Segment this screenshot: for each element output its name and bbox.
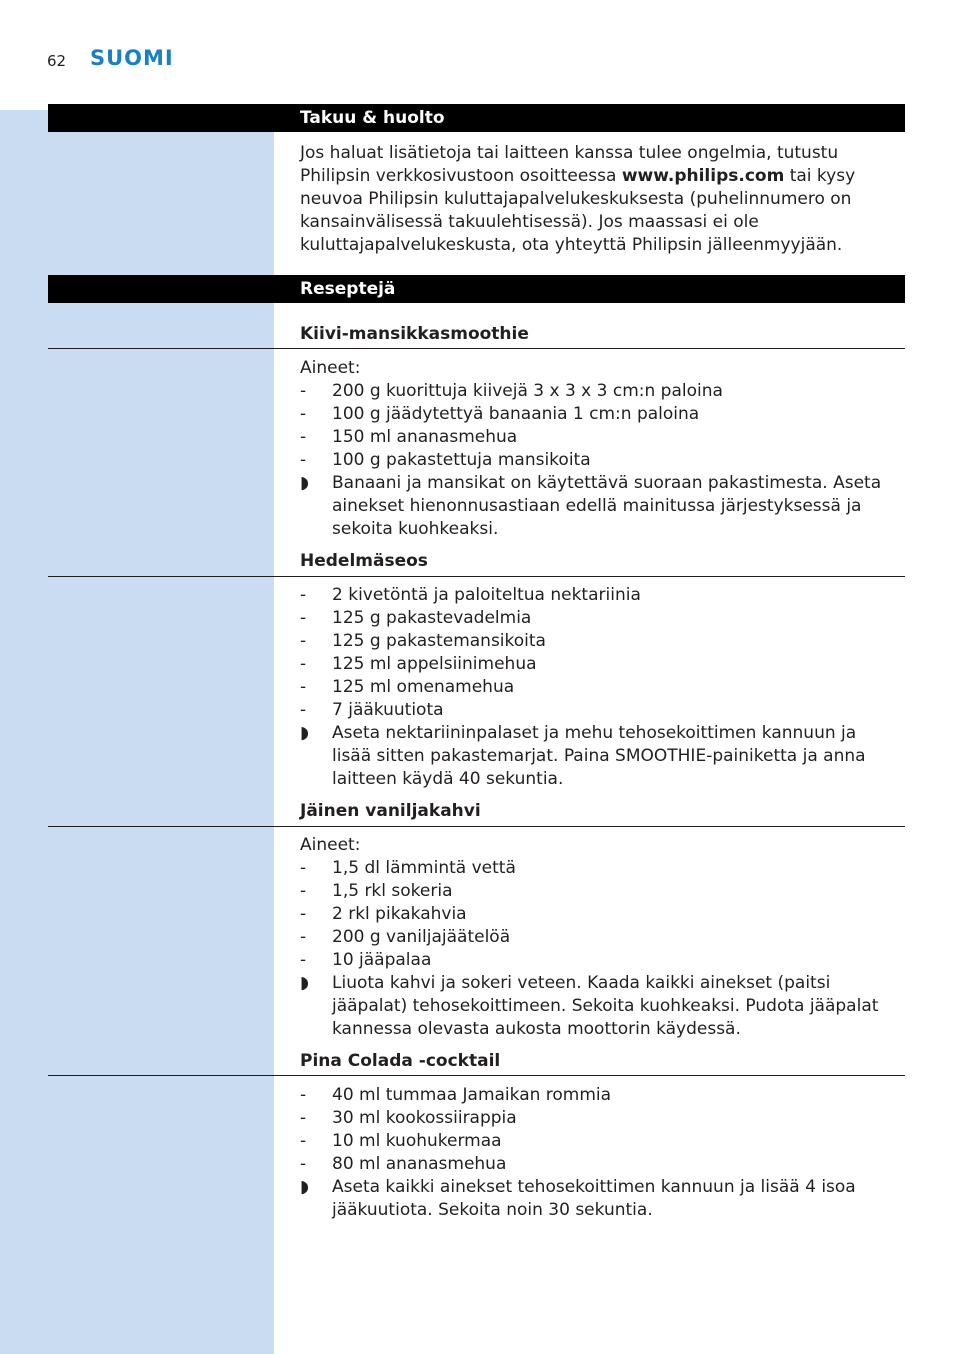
- dash-marker: -: [300, 858, 307, 878]
- recipe-title: Pina Colada -cocktail: [300, 1051, 501, 1071]
- ingredient-item: - 30 ml kookossiirappia: [300, 1108, 517, 1128]
- ingredient-item: - 1,5 dl lämmintä vettä: [300, 858, 516, 878]
- divider: [48, 1075, 905, 1076]
- ingredient-item: - 10 jääpalaa: [300, 950, 432, 970]
- ingredient-item: - 125 g pakastevadelmia: [300, 608, 532, 628]
- dash-marker: -: [300, 450, 307, 470]
- step-item: ◗ Aseta kaikki ainekset tehosekoittimen kannuun ja lisää 4 isoa jääkuutiota. Sekoita noin 30 sekuntia.: [300, 1177, 856, 1220]
- dash-marker: -: [300, 1108, 307, 1128]
- recipe-body: [300, 1084, 900, 1222]
- divider: [48, 826, 905, 827]
- dash-marker: -: [300, 950, 307, 970]
- ingredient-item: - 7 jääkuutiota: [300, 700, 444, 720]
- dash-marker: -: [300, 1131, 307, 1151]
- ingredient-item: - 40 ml tummaa Jamaikan rommia: [300, 1085, 612, 1105]
- dash-marker: -: [300, 1085, 307, 1105]
- ingredient-item: - 10 ml kuohukermaa: [300, 1131, 502, 1151]
- section-bar-recipes: [48, 275, 905, 303]
- ingredient-item: - 80 ml ananasmehua: [300, 1154, 507, 1174]
- ingredient-item: - 125 g pakastemansikoita: [300, 631, 546, 651]
- warranty-text-after: tai kysy neuvoa Philipsin kuluttajapalvelukeskuksesta (puhelinnumero on kansainvälisessä takuulehtisessä). Jos maassasi ei ole kuluttajapalvelukeskusta, ota yhteyttä Philipsin jälleenmyyjään.: [300, 166, 856, 255]
- recipe-title: Jäinen vaniljakahvi: [300, 801, 481, 821]
- dash-marker: -: [300, 677, 307, 697]
- warranty-text-before: Jos haluat lisätietoja tai laitteen kanssa tulee ongelmia, tutustu Philipsin verkkosivustoon osoitteessa: [300, 143, 839, 186]
- dash-marker: -: [300, 427, 307, 447]
- section-title-warranty: Takuu & huolto: [300, 108, 445, 128]
- divider: [48, 348, 905, 349]
- philips-url-link[interactable]: www.philips.com: [621, 166, 785, 186]
- section-title-recipes: Reseptejä: [300, 279, 396, 299]
- dash-marker: -: [300, 700, 307, 720]
- step-marker-icon: ◗: [300, 973, 309, 993]
- dash-marker: -: [300, 585, 307, 605]
- dash-marker: -: [300, 404, 307, 424]
- dash-marker: -: [300, 927, 307, 947]
- language-heading: SUOMI: [90, 46, 174, 70]
- ingredient-item: - 2 rkl pikakahvia: [300, 904, 467, 924]
- ingredient-item: - 125 ml omenamehua: [300, 677, 515, 697]
- ingredient-item: - 100 g pakastettuja mansikoita: [300, 450, 591, 470]
- recipe-title: Kiivi-mansikkasmoothie: [300, 324, 529, 344]
- step-item: ◗ Aseta nektariininpalaset ja mehu tehosekoittimen kannuun ja lisää sitten pakastemarjat. Paina SMOOTHIE-painiketta ja anna laitteen käydä 40 sekuntia.: [300, 723, 866, 789]
- step-marker-icon: ◗: [300, 473, 309, 493]
- dash-marker: -: [300, 381, 307, 401]
- ingredient-item: - 200 g vaniljajäätelöä: [300, 927, 511, 947]
- ingredient-item: - 125 ml appelsiinimehua: [300, 654, 537, 674]
- dash-marker: -: [300, 608, 307, 628]
- ingredients-intro: Aineet:: [300, 835, 361, 855]
- divider: [48, 576, 905, 577]
- step-marker-icon: ◗: [300, 723, 309, 743]
- warranty-text: [300, 142, 900, 257]
- dash-marker: -: [300, 654, 307, 674]
- step-item: ◗ Banaani ja mansikat on käytettävä suoraan pakastimesta. Aseta ainekset hienonnusastiaan edellä mainitussa järjestyksessä ja sekoita kuohkeaksi.: [300, 473, 882, 539]
- ingredients-intro: Aineet:: [300, 358, 361, 378]
- ingredient-item: - 150 ml ananasmehua: [300, 427, 518, 447]
- step-marker-icon: ◗: [300, 1177, 309, 1197]
- recipe-body: [300, 357, 900, 541]
- recipe-body: [300, 834, 900, 1041]
- dash-marker: -: [300, 1154, 307, 1174]
- recipe-body: [300, 584, 900, 791]
- page-number: 62: [47, 52, 67, 70]
- section-bar-warranty: [48, 104, 905, 132]
- dash-marker: -: [300, 631, 307, 651]
- recipe-title: Hedelmäseos: [300, 551, 428, 571]
- ingredient-item: - 1,5 rkl sokeria: [300, 881, 453, 901]
- dash-marker: -: [300, 881, 307, 901]
- ingredient-item: - 200 g kuorittuja kiivejä 3 x 3 x 3 cm:n paloina: [300, 381, 723, 401]
- ingredient-item: - 2 kivetöntä ja paloiteltua nektariinia: [300, 585, 641, 605]
- step-item: ◗ Liuota kahvi ja sokeri veteen. Kaada kaikki ainekset (paitsi jääpalat) tehosekoittimeen. Sekoita kuohkeaksi. Pudota jääpalat kannessa olevasta aukosta moottorin käydessä.: [300, 973, 879, 1039]
- dash-marker: -: [300, 904, 307, 924]
- ingredient-item: - 100 g jäädytettyä banaania 1 cm:n paloina: [300, 404, 700, 424]
